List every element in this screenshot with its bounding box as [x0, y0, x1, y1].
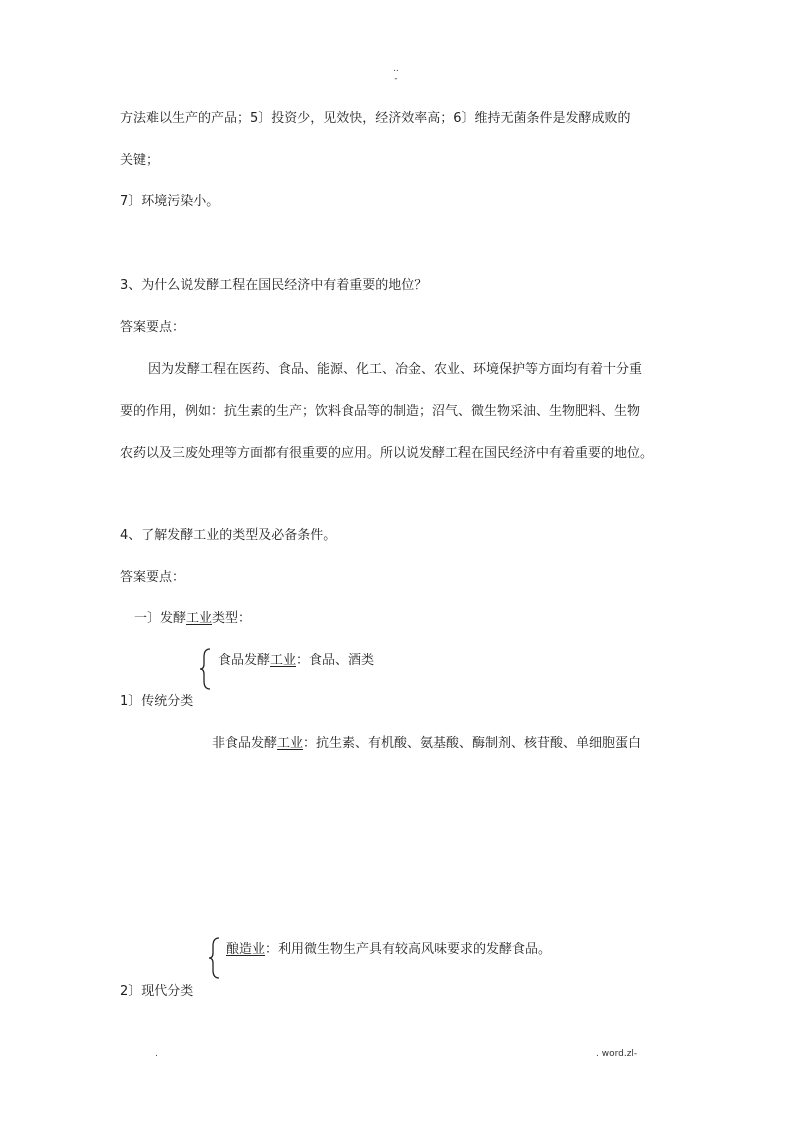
- section-heading: [134, 611, 251, 627]
- page-header: [393, 64, 399, 84]
- answer-label: 答案要点：: [120, 320, 186, 335]
- footer-left: .: [155, 1049, 158, 1059]
- traditional-category: 1〕传统分类: [120, 694, 194, 709]
- question-4: 4、了解发酵工业的类型及必备条件。: [120, 528, 337, 543]
- brewing-item: [226, 942, 551, 958]
- answer-paragraph-line: 因为发酵工程在医药、食品、能源、化工、冶金、农业、环境保护等方面均有着十分重: [148, 362, 643, 377]
- brew-suffix: ：利用微生物生产具有较高风味要求的发酵食品。: [265, 942, 552, 957]
- header-dots: ..: [393, 64, 399, 74]
- answer-paragraph-line: 农药以及三废处理等方面都有很重要的应用。所以说发酵工程在国民经济中有着重要的地位。: [120, 446, 654, 461]
- answer-paragraph-line: 要的作用，例如：抗生素的生产；饮料食品等的制造；沼气、微生物采油、生物肥料、生物: [120, 404, 641, 419]
- food-prefix: 食品发酵: [218, 653, 271, 668]
- footer-right: . word.zl-: [596, 1049, 638, 1059]
- section-heading-underlined: 工业: [186, 611, 213, 626]
- food-underlined: 工业: [270, 653, 297, 668]
- body-line: 方法难以生产的产品；5〕投资少，见效快，经济效率高；6〕维持无菌条件是发酵成败的: [120, 111, 631, 126]
- nonfood-suffix: ：抗生素、有机酸、氨基酸、酶制剂、核苷酸、单细胞蛋白: [303, 736, 642, 751]
- nonfood-fermentation-item: [212, 736, 641, 752]
- modern-category: 2〕现代分类: [120, 984, 194, 999]
- nonfood-prefix: 非食品发酵: [212, 736, 278, 751]
- question-3: 3、为什么说发酵工程在国民经济中有着重要的地位？: [120, 278, 428, 293]
- brace-traditional: [199, 648, 213, 690]
- section-heading-prefix: 一〕发酵: [134, 611, 187, 626]
- section-heading-suffix: 类型：: [212, 611, 252, 626]
- brace-modern: [208, 937, 222, 979]
- body-line: 7〕环境污染小。: [120, 194, 220, 209]
- answer-label: 答案要点：: [120, 570, 186, 585]
- food-fermentation-item: [218, 653, 374, 669]
- food-suffix: ：食品、酒类: [296, 653, 375, 668]
- nonfood-underlined: 工业: [277, 736, 304, 751]
- header-dash: -: [394, 74, 398, 84]
- brew-underlined: 酿造业: [226, 942, 266, 957]
- body-line: 关键；: [120, 153, 160, 168]
